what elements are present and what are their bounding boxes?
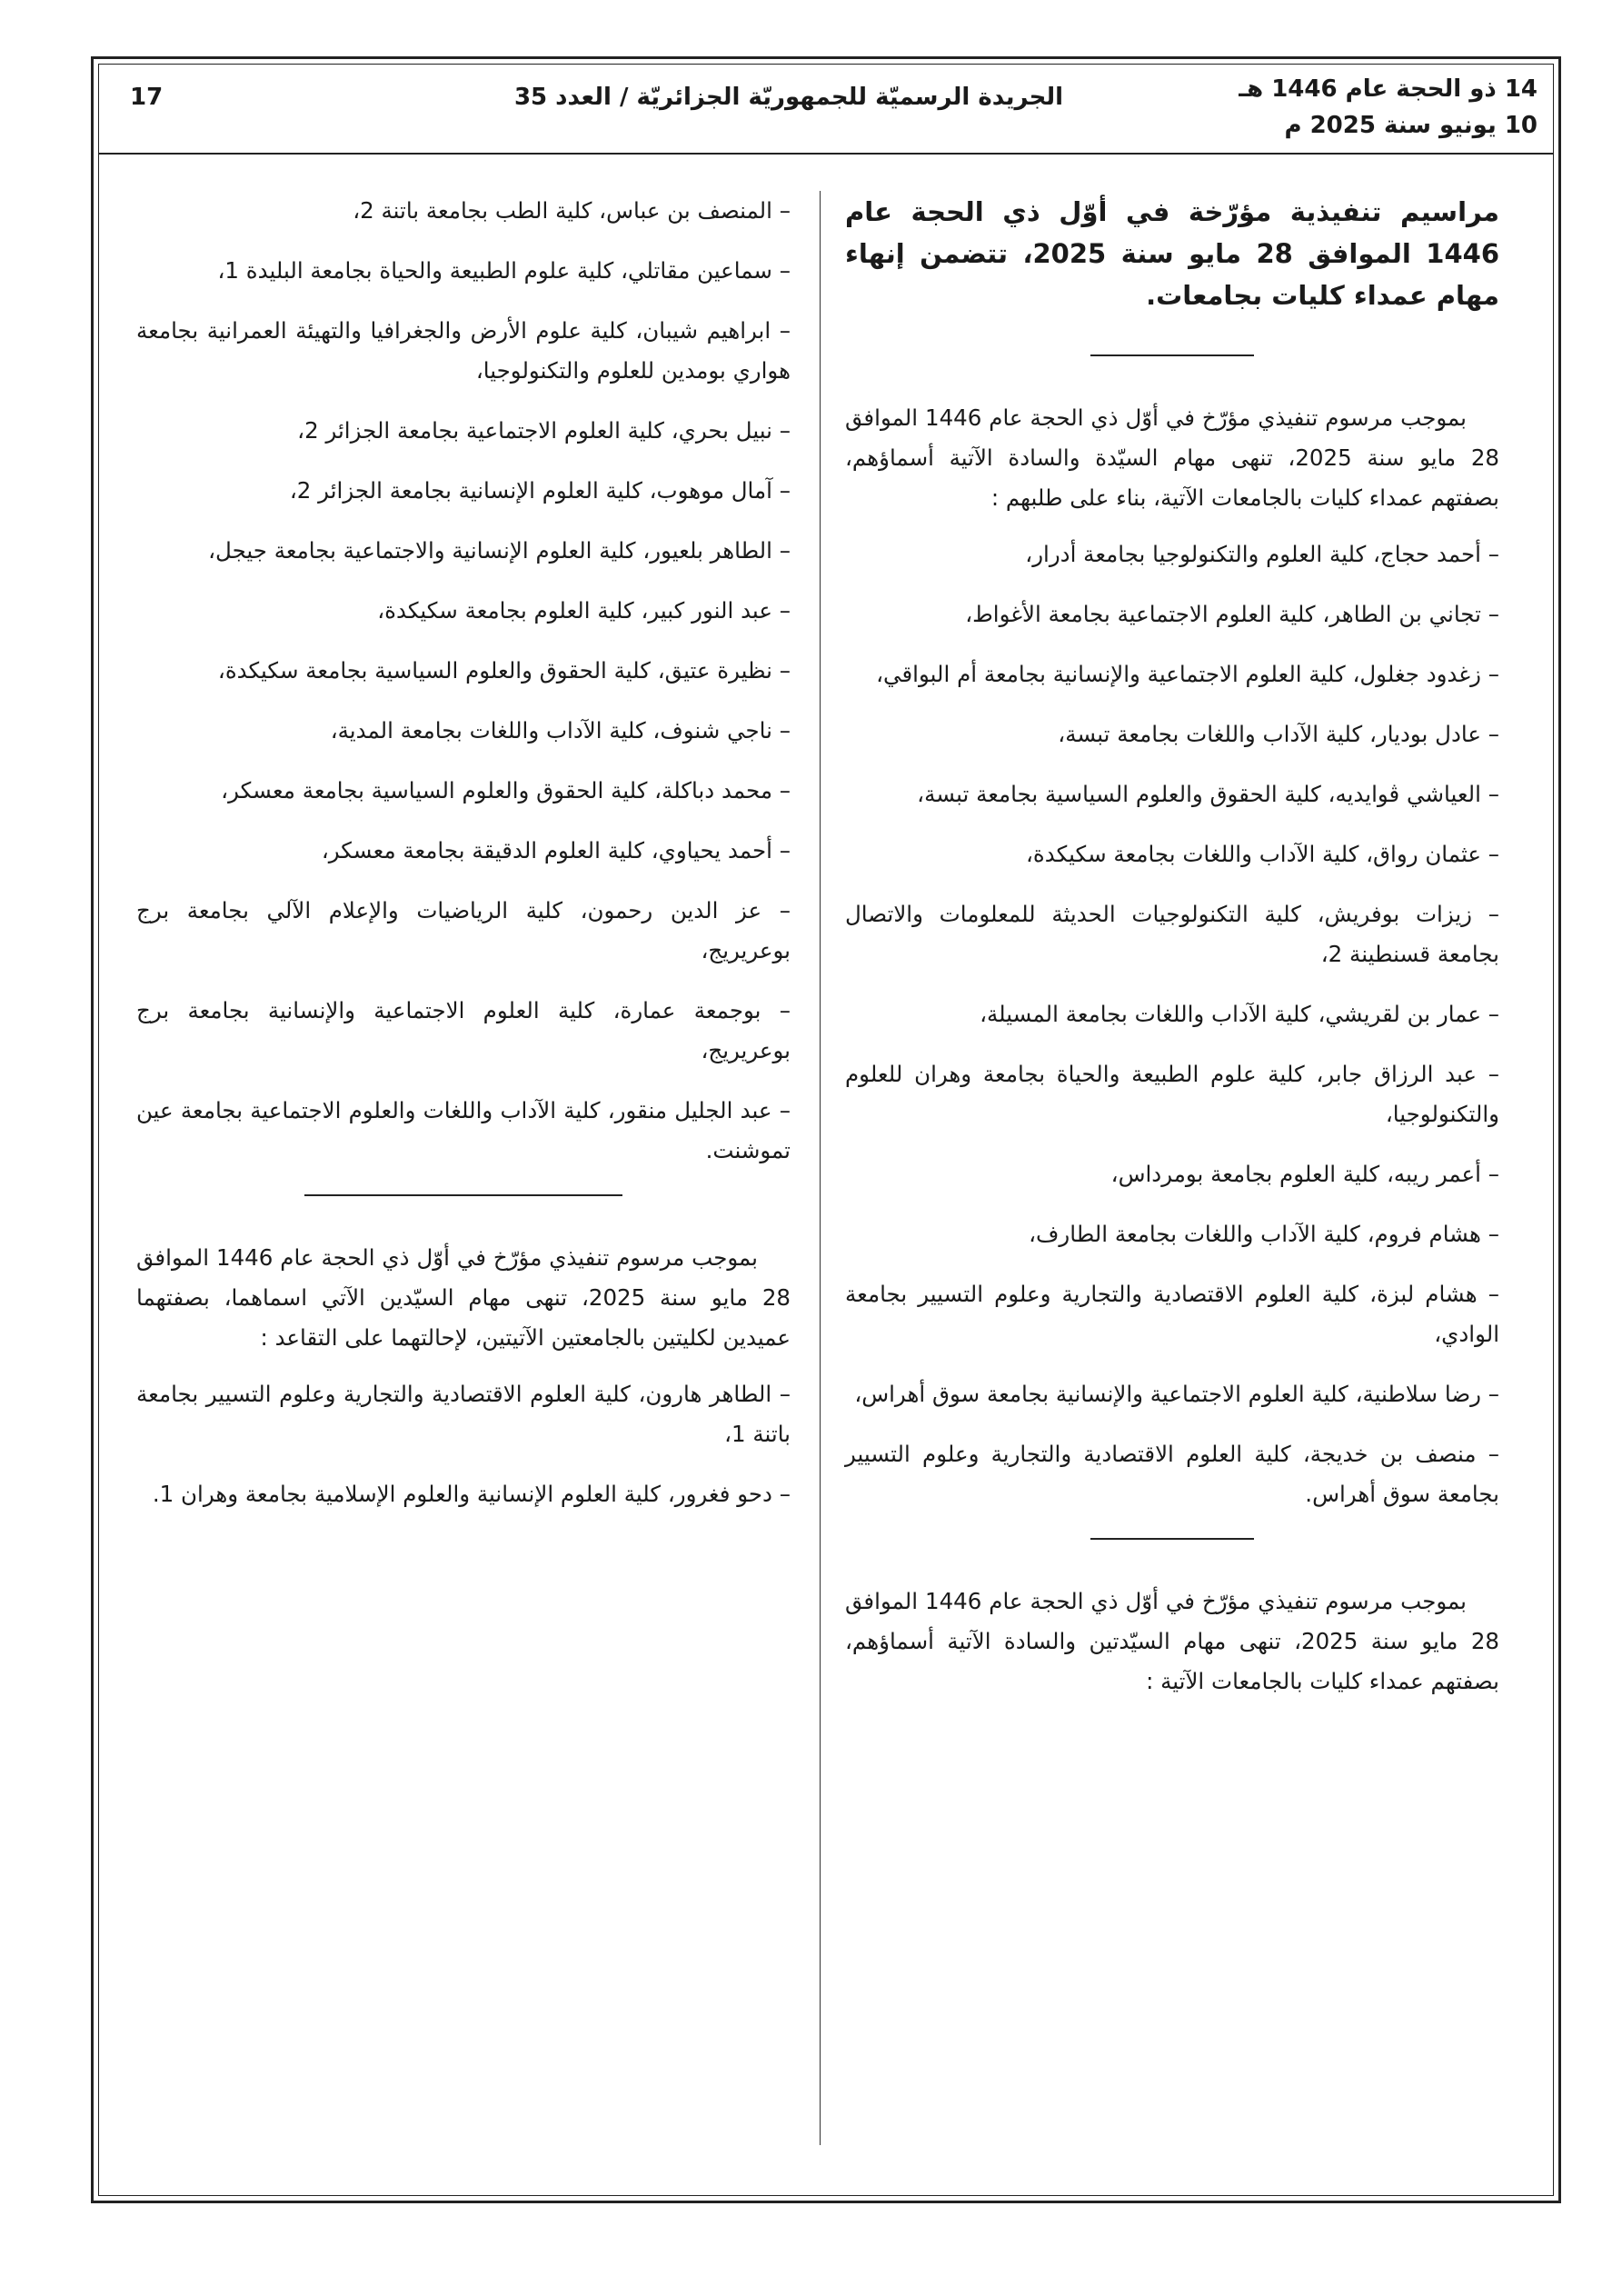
list-item: – عز الدين رحمون، كلية الرياضيات والإعلام الآلي بجامعة برج بوعريريج، [136, 897, 791, 963]
list-item: – هشام فروم، كلية الآداب واللغات بجامعة الطارف، [1029, 1221, 1499, 1247]
date-hijri: 14 ذو الحجة عام 1446 هـ [1239, 75, 1537, 103]
right-column [845, 191, 1499, 1718]
column-divider [820, 191, 821, 2145]
page-header [98, 64, 1554, 155]
list-item: – الطاهر هارون، كلية العلوم الاقتصادية والتجارية وعلوم التسيير بجامعة باتنة 1، [136, 1381, 791, 1447]
list-item: – العياشي ڤوايديه، كلية الحقوق والعلوم السياسية بجامعة تبسة، [917, 781, 1499, 807]
list-item: – عبد الجليل منقور، كلية الآداب واللغات والعلوم الاجتماعية بجامعة عين تموشنت. [136, 1097, 791, 1163]
issue-dates [1239, 71, 1537, 144]
list-item: – رضا سلاطنية، كلية العلوم الاجتماعية والإنسانية بجامعة سوق أهراس، [854, 1381, 1499, 1407]
list-item: – أحمد حجاج، كلية العلوم والتكنولوجيا بجامعة أدرار، [1025, 541, 1499, 567]
list-item: – دحو فغرور، كلية العلوم الإنسانية والعلوم الإسلامية بجامعة وهران 1. [152, 1481, 791, 1507]
decree-2-list [136, 191, 791, 1171]
page-number: 17 [130, 84, 164, 111]
list-item: – نبيل بحري، كلية العلوم الاجتماعية بجامعة الجزائر 2، [297, 417, 791, 444]
list-item: – منصف بن خديجة، كلية العلوم الاقتصادية والتجارية وعلوم التسيير بجامعة سوق أهراس. [845, 1441, 1499, 1507]
decree-3-list [136, 1374, 791, 1514]
list-item: – نظيرة عتيق، كلية الحقوق والعلوم السياسية بجامعة سكيكدة، [217, 657, 791, 684]
list-item: – هشام لبزة، كلية العلوم الاقتصادية والتجارية وعلوم التسيير بجامعة الوادي، [845, 1281, 1499, 1347]
list-item: – محمد دباكلة، كلية الحقوق والعلوم السياسية بجامعة معسكر، [221, 777, 791, 804]
list-item: – ابراهيم شيبان، كلية علوم الأرض والجغرافيا والتهيئة العمرانية بجامعة هواري بومدين للعلوم والتكنولوجيا، [136, 317, 791, 384]
list-item: – عبد الرزاق جابر، كلية علوم الطبيعة والحياة بجامعة وهران للعلوم والتكنولوجيا، [845, 1061, 1499, 1127]
list-item: – آمال موهوب، كلية العلوم الإنسانية بجامعة الجزائر 2، [289, 477, 791, 504]
list-item: – تجاني بن الطاهر، كلية العلوم الاجتماعية بجامعة الأغواط، [965, 601, 1499, 627]
list-item: – أحمد يحياوي، كلية العلوم الدقيقة بجامعة معسكر، [321, 837, 791, 863]
list-item: – زغدود جغلول، كلية العلوم الاجتماعية والإنسانية بجامعة أم البواقي، [876, 661, 1499, 687]
decree-3-intro: بموجب مرسوم تنفيذي مؤرّخ في أوّل ذي الحجة عام 1446 الموافق 28 مايو سنة 2025، تنهى مهام السيّدين الآتي اسماهما، بصفتهما عميدين لكليتين بالجامعتين الآتيتين، لإحالتهما على التقاعد : [136, 1244, 791, 1351]
list-item: – عثمان رواق، كلية الآداب واللغات بجامعة سكيكدة، [1026, 841, 1499, 867]
separator-rule [1090, 1538, 1254, 1540]
list-item: – بوجمعة عمارة، كلية العلوم الاجتماعية والإنسانية بجامعة برج بوعريريج، [136, 997, 791, 1063]
date-gregorian: 10 يونيو سنة 2025 م [1284, 112, 1537, 139]
decree-1-intro: بموجب مرسوم تنفيذي مؤرّخ في أوّل ذي الحجة عام 1446 الموافق 28 مايو سنة 2025، تنهى مهام السيّدة والسادة الآتية أسماؤهم، بصفتهم عمداء كليات بالجامعات الآتية، بناء على طلبهم : [845, 404, 1499, 511]
list-item: – المنصف بن عباس، كلية الطب بجامعة باتنة 2، [353, 197, 791, 224]
decree-1-list [845, 534, 1499, 1514]
gazette-title: الجريدة الرسميّة للجمهوريّة الجزائريّة / العدد 35 [513, 84, 1064, 111]
list-item: – عادل بوديار، كلية الآداب واللغات بجامعة تبسة، [1058, 721, 1499, 747]
section-heading: مراسيم تنفيذية مؤرّخة في أوّل ذي الحجة عام 1446 الموافق 28 مايو سنة 2025، تتضمن إنهاء مهام عمداء كليات بجامعات. [845, 196, 1499, 311]
list-item: – زيزات بوفريش، كلية التكنولوجيات الحديثة للمعلومات والاتصال بجامعة قسنطينة 2، [845, 901, 1499, 967]
list-item: – عمار بن لقريشي، كلية الآداب واللغات بجامعة المسيلة، [980, 1001, 1499, 1027]
list-item: – عبد النور كبير، كلية العلوم بجامعة سكيكدة، [377, 597, 791, 624]
separator-rule [304, 1194, 622, 1196]
list-item: – سماعين مقاتلي، كلية علوم الطبيعة والحياة بجامعة البليدة 1، [217, 257, 791, 284]
list-item: – ناجي شنوف، كلية الآداب واللغات بجامعة المدية، [330, 717, 791, 744]
separator-rule [1090, 354, 1254, 356]
list-item: – أعمر ريبه، كلية العلوم بجامعة بومرداس، [1110, 1161, 1499, 1187]
decree-2-intro: بموجب مرسوم تنفيذي مؤرّخ في أوّل ذي الحجة عام 1446 الموافق 28 مايو سنة 2025، تنهى مهام السيّدتين والسادة الآتية أسماؤهم، بصفتهم عمداء كليات بالجامعات الآتية : [845, 1588, 1499, 1694]
left-column [136, 191, 791, 1534]
list-item: – الطاهر بلعيور، كلية العلوم الإنسانية والاجتماعية بجامعة جيجل، [208, 537, 791, 564]
